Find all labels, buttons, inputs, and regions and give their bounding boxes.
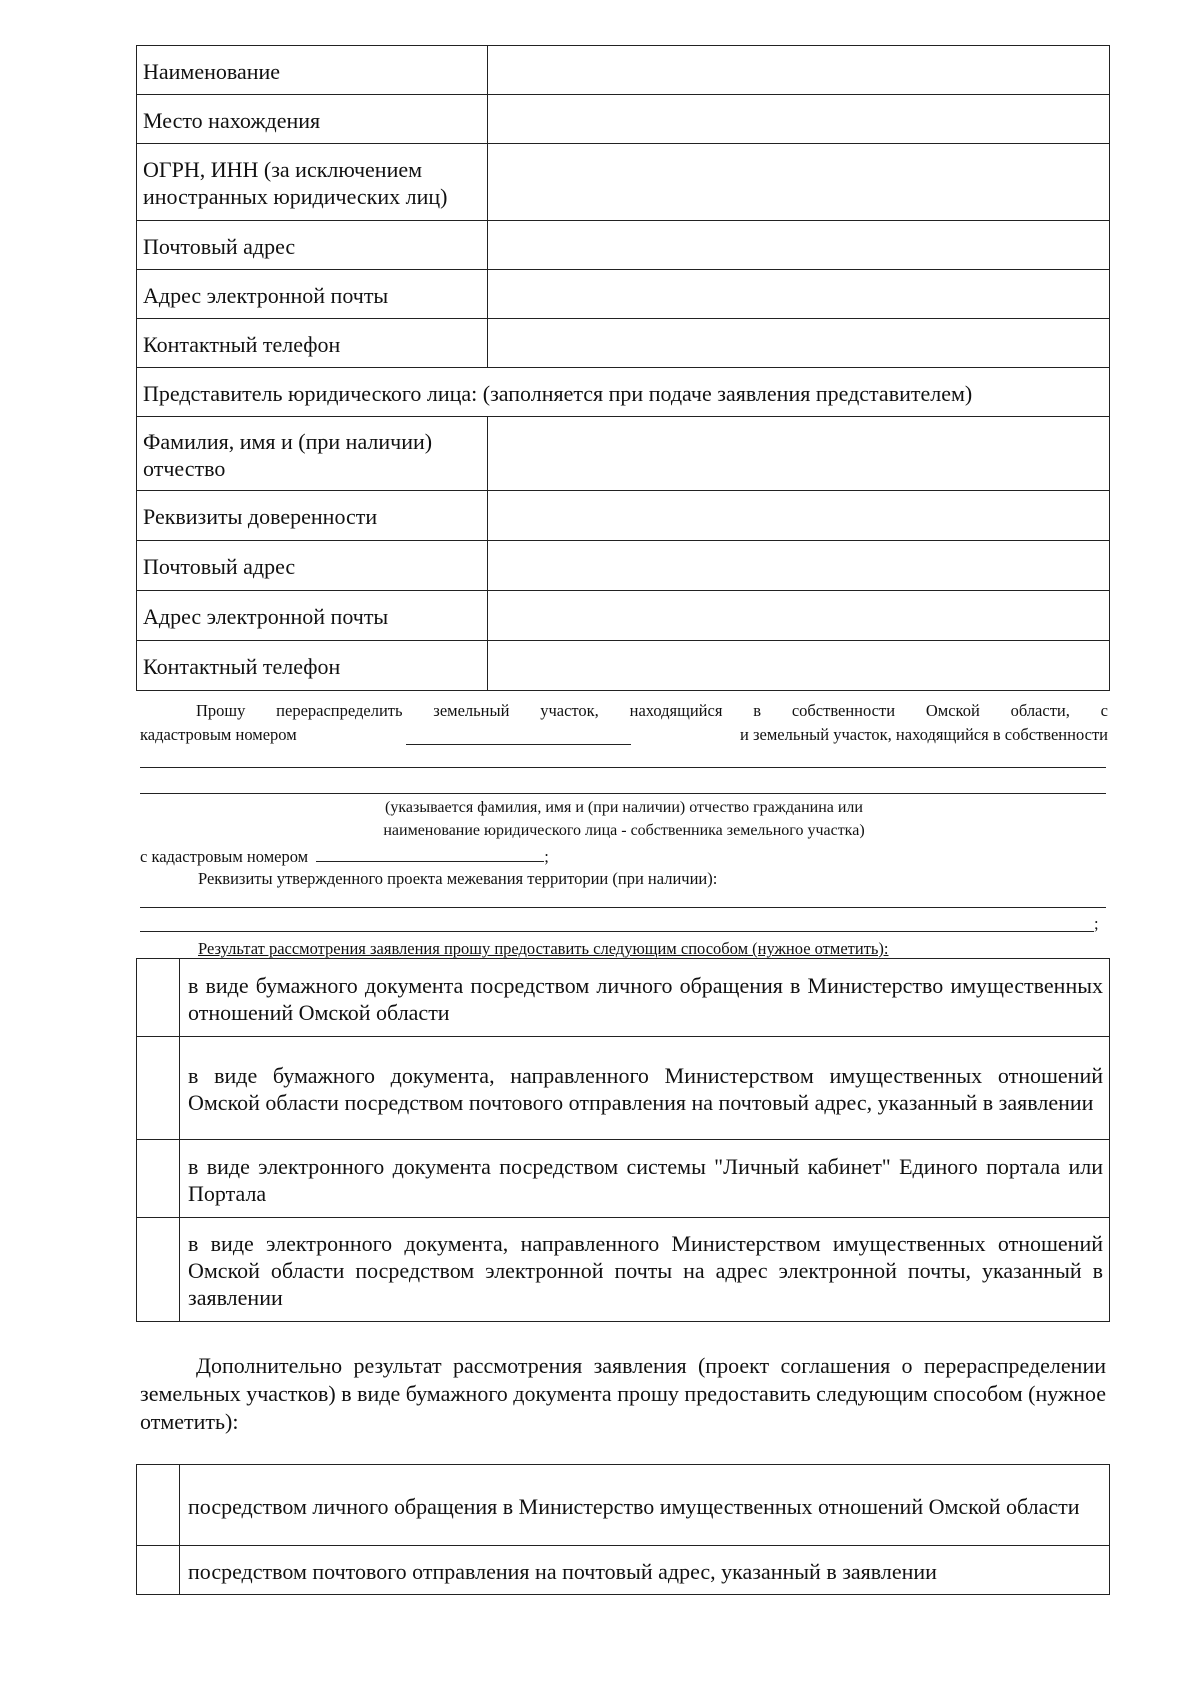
result-method-intro: Результат рассмотрения заявления прошу предоставить следующим способом (нужное отметить): bbox=[198, 939, 889, 958]
row-label: Наименование bbox=[137, 46, 488, 95]
option-text: в виде электронного документа посредством системы "Личный кабинет" Единого портала или Портала bbox=[180, 1140, 1110, 1218]
table-row bbox=[137, 417, 1110, 491]
survey-label: Реквизиты утвержденного проекта межевания территории (при наличии): bbox=[198, 869, 718, 888]
ogrn-inn-field[interactable] bbox=[488, 144, 1110, 221]
name-field[interactable] bbox=[488, 46, 1110, 95]
table-row bbox=[137, 1546, 1110, 1595]
request-line-1: Прошу перераспределить земельный участок, находящийся в собственности Омской области, с bbox=[196, 701, 1108, 720]
table-row bbox=[137, 1037, 1110, 1140]
option-checkbox[interactable] bbox=[137, 1140, 180, 1218]
table-row bbox=[137, 1218, 1110, 1322]
second-cadastral-field[interactable] bbox=[316, 845, 544, 862]
additional-method-table bbox=[136, 1464, 1110, 1595]
representative-postal-field[interactable] bbox=[488, 541, 1110, 591]
option-text: в виде электронного документа, направленного Министерством имущественных отношений Омской области посредством электронной почты на адрес электронной почты, указанный в заявлении bbox=[180, 1218, 1110, 1322]
cadastral-number-field[interactable] bbox=[406, 728, 631, 745]
result-method-table bbox=[136, 958, 1110, 1322]
owner-line-2[interactable] bbox=[140, 793, 1106, 794]
table-row bbox=[137, 221, 1110, 270]
row-label: Почтовый адрес bbox=[137, 221, 488, 270]
option-checkbox[interactable] bbox=[137, 959, 180, 1037]
row-label: Почтовый адрес bbox=[137, 541, 488, 591]
location-field[interactable] bbox=[488, 95, 1110, 144]
row-label: Адрес электронной почты bbox=[137, 270, 488, 319]
option-checkbox[interactable] bbox=[137, 1546, 180, 1595]
additional-intro: Дополнительно результат рассмотрения заявления (проект соглашения о перераспределении земельных участков) в виде бумажного документа прошу предоставить следующим способом (нужное отметить): bbox=[140, 1353, 1106, 1434]
table-row bbox=[137, 319, 1110, 368]
owner-hint-1: (указывается фамилия, имя и (при наличии) отчество гражданина или bbox=[385, 799, 863, 816]
option-checkbox[interactable] bbox=[137, 1037, 180, 1140]
power-of-attorney-field[interactable] bbox=[488, 491, 1110, 541]
table-row bbox=[137, 1465, 1110, 1546]
option-text: в виде бумажного документа посредством личного обращения в Министерство имущественных отношений Омской области bbox=[180, 959, 1110, 1037]
option-text: посредством почтового отправления на почтовый адрес, указанный в заявлении bbox=[180, 1546, 1110, 1595]
table-row bbox=[137, 46, 1110, 95]
option-text: посредством личного обращения в Министерство имущественных отношений Омской области bbox=[180, 1465, 1110, 1546]
option-checkbox[interactable] bbox=[137, 1465, 180, 1546]
survey-semicolon: ; bbox=[1094, 914, 1099, 933]
postal-address-field[interactable] bbox=[488, 221, 1110, 270]
table-row bbox=[137, 144, 1110, 221]
table-row bbox=[137, 368, 1110, 417]
row-label: Контактный телефон bbox=[137, 641, 488, 691]
owner-hint-2: наименование юридического лица - собственника земельного участка) bbox=[383, 822, 865, 839]
table-row bbox=[137, 959, 1110, 1037]
survey-line-2[interactable] bbox=[140, 931, 1094, 932]
cadastral-number-label: кадастровым номером bbox=[140, 725, 297, 744]
table-row bbox=[137, 491, 1110, 541]
table-row bbox=[137, 1140, 1110, 1218]
option-checkbox[interactable] bbox=[137, 1218, 180, 1322]
second-cadastral-line bbox=[140, 845, 1108, 867]
email-field[interactable] bbox=[488, 270, 1110, 319]
representative-name-field[interactable] bbox=[488, 417, 1110, 491]
table-row bbox=[137, 591, 1110, 641]
option-text: в виде бумажного документа, направленного Министерством имущественных отношений Омской области посредством почтового отправления на почтовый адрес, указанный в заявлении bbox=[180, 1037, 1110, 1140]
survey-line-1[interactable] bbox=[140, 907, 1106, 908]
legal-entity-table bbox=[136, 45, 1110, 691]
owner-line-1[interactable] bbox=[140, 767, 1106, 768]
cadastral-number-label: с кадастровым номером bbox=[140, 847, 309, 866]
semicolon: ; bbox=[544, 847, 549, 866]
table-row bbox=[137, 541, 1110, 591]
ownership-text: и земельный участок, находящийся в собственности bbox=[740, 725, 1108, 744]
table-row bbox=[137, 641, 1110, 691]
row-label: ОГРН, ИНН (за исключением иностранных юридических лиц) bbox=[137, 144, 488, 221]
table-row bbox=[137, 270, 1110, 319]
request-line-2 bbox=[140, 724, 1108, 745]
representative-phone-field[interactable] bbox=[488, 641, 1110, 691]
representative-header: Представитель юридического лица: (заполняется при подаче заявления представителем) bbox=[137, 368, 1110, 417]
row-label: Место нахождения bbox=[137, 95, 488, 144]
row-label: Фамилия, имя и (при наличии) отчество bbox=[137, 417, 488, 491]
row-label: Контактный телефон bbox=[137, 319, 488, 368]
row-label: Реквизиты доверенности bbox=[137, 491, 488, 541]
phone-field[interactable] bbox=[488, 319, 1110, 368]
representative-email-field[interactable] bbox=[488, 591, 1110, 641]
table-row bbox=[137, 95, 1110, 144]
row-label: Адрес электронной почты bbox=[137, 591, 488, 641]
